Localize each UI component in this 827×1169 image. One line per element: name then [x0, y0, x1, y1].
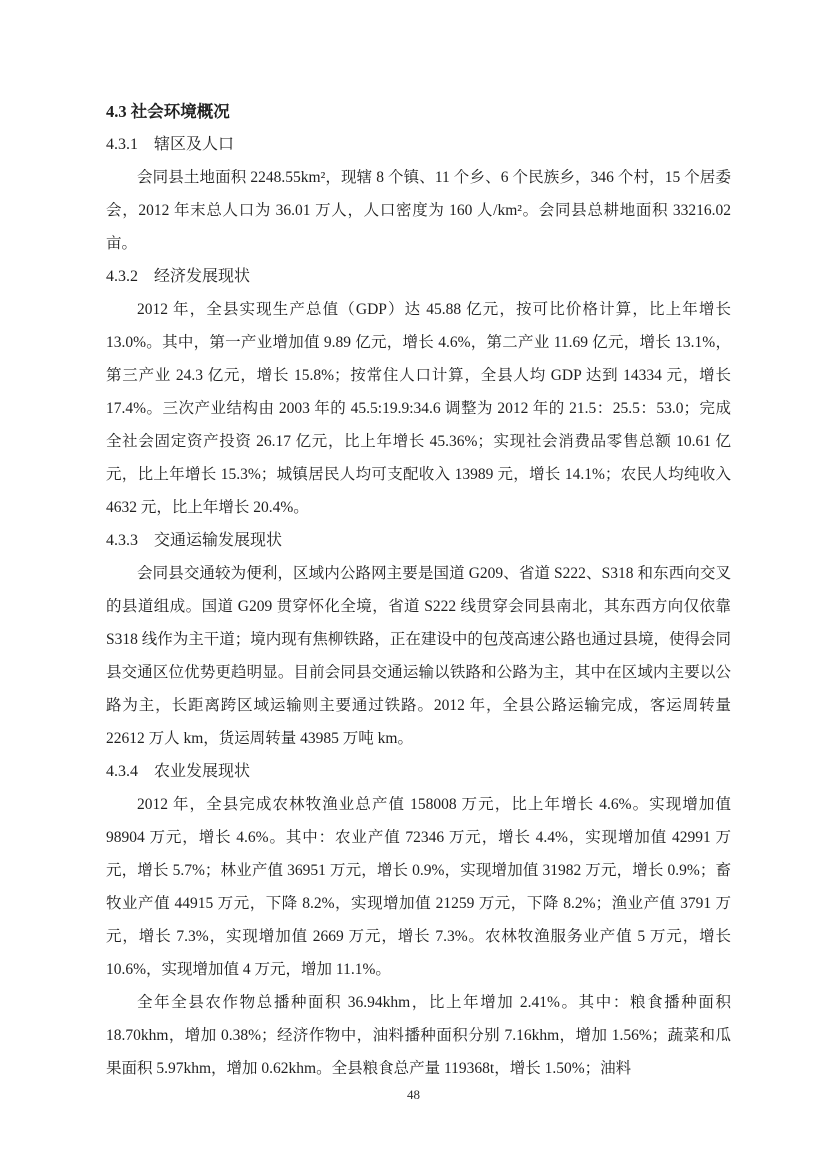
- page-number: 48: [407, 1087, 420, 1102]
- paragraph-crop-planting-area: 全年全县农作物总播种面积 36.94khm，比上年增加 2.41%。其中：粮食播种面积 18.70khm，增加 0.38%；经济作物中，油料播种面积分别 7.16khm，增加 1.56%；蔬菜和瓜果面积 5.97khm，增加 0.62khm。全县粮食总产量 119368t，增长 1.50%；油料: [106, 994, 731, 1077]
- subheading-agriculture-development: 4.3.4 农业发展现状: [106, 763, 251, 780]
- paragraph-economic-development: 2012 年，全县实现生产总值（GDP）达 45.88 亿元，按可比价格计算，比上年增长 13.0%。其中，第一产业增加值 9.89 亿元，增长 4.6%，第二产业 11.69 亿元，增长 13.1%，第三产业 24.3 亿元，增长 15.8%；按常住人口计算，全县人均 GDP 达到 14334 元，增长 17.4%。三次产业结构由 2003 年的 45.5:19.9:34.6 调整为 2012 年的 21.5：25.5：53.0；完成全社会固定资产投资 26.17 亿元，比上年增长 45.36%；实现社会消费品零售总额 10.61 亿元，比上年增长 15.3%；城镇居民人均可支配收入 13989 元，增长 14.1%；农民人均纯收入 4632 元，比上年增长 20.4%。: [106, 301, 731, 516]
- page-footer: [0, 1085, 827, 1105]
- section-transportation-development: [106, 524, 731, 755]
- subheading-district-and-population: 4.3.1 辖区及人口: [106, 136, 235, 153]
- subheading-economic-development: 4.3.2 经济发展现状: [106, 268, 251, 285]
- paragraph-agriculture-output: 2012 年，全县完成农林牧渔业总产值 158008 万元，比上年增长 4.6%。实现增加值 98904 万元，增长 4.6%。其中：农业产值 72346 万元，增长 4.4%，实现增加值 42991 万元，增长 5.7%；林业产值 36951 万元，增长 0.9%，实现增加值 31982 万元，增长 0.9%；畜牧业产值 44915 万元，下降 8.2%，实现增加值 21259 万元，下降 8.2%；渔业产值 3791 万元，增长 7.3%，实现增加值 2669 万元，增长 7.3%。农林牧渔服务业产值 5 万元，增长 10.6%，实现增加值 4 万元，增加 11.1%。: [106, 796, 731, 978]
- section-agriculture-development: [106, 755, 731, 1085]
- paragraph-transportation-development: 会同县交通较为便利，区域内公路网主要是国道 G209、省道 S222、S318 和东西向交叉的县道组成。国道 G209 贯穿怀化全境，省道 S222 线贯穿会同县南北，其东西方向仅依靠 S318 线作为主干道；境内现有焦柳铁路，正在建设中的包茂高速公路也通过县境，使得会同县交通区位优势更趋明显。目前会同县交通运输以铁路和公路为主，其中在区域内主要以公路为主，长距离跨区域运输则主要通过铁路。2012 年，全县公路运输完成，客运周转量 22612 万人 km，货运周转量 43985 万吨 km。: [106, 565, 731, 747]
- chapter-heading-social-environment: 4.3 社会环境概况: [106, 102, 230, 121]
- paragraph-district-and-population: 会同县土地面积 2248.55km²，现辖 8 个镇、11 个乡、6 个民族乡，346 个村，15 个居委会，2012 年末总人口为 36.01 万人，人口密度为 160 人/km²。会同县总耕地面积 33216.02 亩。: [106, 169, 731, 252]
- page-body: [106, 95, 731, 1085]
- section-economic-development: [106, 260, 731, 524]
- subheading-transportation-development: 4.3.3 交通运输发展现状: [106, 532, 283, 549]
- section-district-and-population: [106, 128, 731, 260]
